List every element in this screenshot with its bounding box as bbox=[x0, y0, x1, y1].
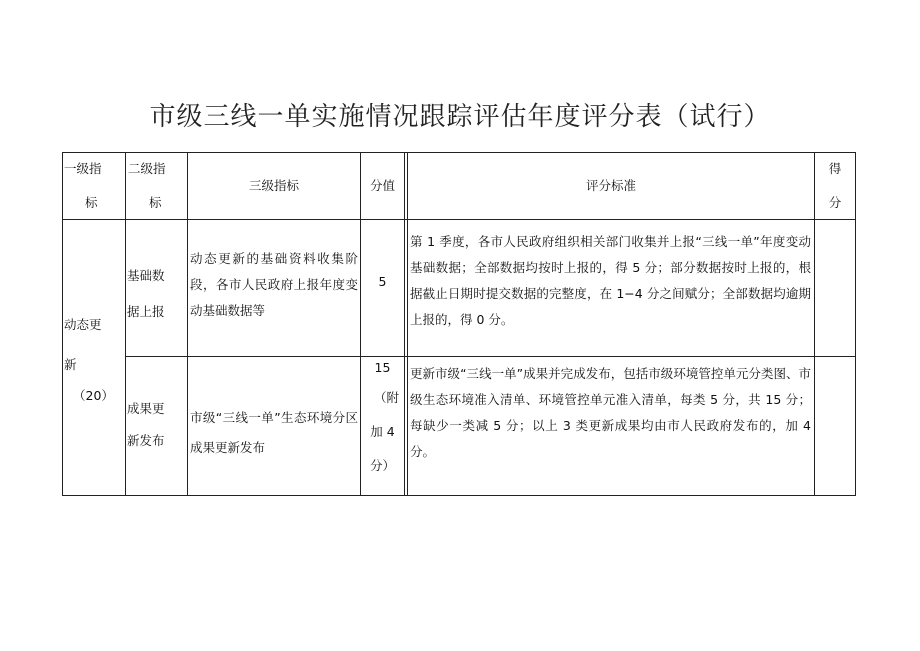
row1-level3-text: 动态更新的基础资料收集阶段，各市人民政府上报年度变动基础数据等 bbox=[190, 251, 358, 318]
header-result-line2: 分 bbox=[828, 195, 842, 210]
table-row-2-level3 bbox=[188, 357, 360, 495]
row1-score-value: 5 bbox=[378, 274, 387, 289]
header-score-label: 分值 bbox=[369, 178, 395, 193]
header-score bbox=[361, 153, 404, 219]
header-criteria bbox=[408, 153, 814, 219]
level1-line1: 动态更 bbox=[64, 317, 102, 332]
table-row-2-score bbox=[361, 357, 404, 495]
header-level1 bbox=[63, 153, 125, 219]
row2-level2-line2: 新发布 bbox=[127, 433, 165, 448]
header-level1-line2: 标 bbox=[85, 195, 98, 210]
row1-level2-line2: 据上报 bbox=[127, 304, 165, 319]
level1-cell bbox=[63, 220, 125, 495]
table-row-2-criteria bbox=[408, 357, 814, 495]
row2-level2-line1: 成果更 bbox=[127, 401, 165, 416]
table-row-1-level2 bbox=[126, 220, 187, 356]
score-table bbox=[62, 152, 856, 496]
table-row-1-criteria bbox=[408, 220, 814, 356]
row2-score-line4: 分） bbox=[369, 458, 395, 473]
row2-score-line2: （附 bbox=[373, 390, 399, 405]
row1-criteria-text: 第 1 季度，各市人民政府组织相关部门收集并上报“三线一单”年度变动基础数据；全部数据均按时上报的，得 5 分；部分数据按时上报的，根据截止日期时提交数据的完整度，在 1−4 分之间赋分；全部数据均逾期上报的，得 0 分。 bbox=[410, 234, 811, 327]
row1-level2-line1: 基础数 bbox=[127, 268, 165, 283]
level1-line3: （20） bbox=[73, 388, 114, 403]
header-level2-line2: 标 bbox=[149, 195, 162, 210]
row2-criteria-text: 更新市级“三线一单”成果并完成发布，包括市级环境管控单元分类图、市级生态环境准入清单、环境管控单元准入清单，每类 5 分，共 15 分；每缺少一类减 5 分；以上 3 类更新成果均由市人民政府发布的，加 4 分。 bbox=[410, 366, 811, 459]
table-border-bottom bbox=[62, 495, 856, 496]
header-result bbox=[815, 153, 855, 219]
row2-score-line3: 加 4 bbox=[370, 424, 395, 439]
table-row-1-level3 bbox=[188, 220, 360, 356]
table-row-1-score bbox=[361, 220, 404, 356]
table-border-right bbox=[855, 152, 856, 496]
header-level2 bbox=[126, 153, 187, 219]
header-criteria-label: 评分标准 bbox=[585, 178, 636, 193]
level1-line2: 新 bbox=[64, 357, 77, 372]
table-row-2-result bbox=[815, 357, 855, 495]
header-level3 bbox=[188, 153, 360, 219]
table-row-2-level2 bbox=[126, 357, 187, 495]
header-level2-line1: 二级指 bbox=[128, 161, 166, 176]
row2-level3-text: 市级“三线一单”生态环境分区成果更新发布 bbox=[190, 410, 358, 455]
page-title: 市级三线一单实施情况跟踪评估年度评分表（试行） bbox=[149, 102, 771, 132]
table-row-1-result bbox=[815, 220, 855, 356]
row2-score-line1: 15 bbox=[374, 360, 391, 375]
header-level3-label: 三级指标 bbox=[248, 178, 299, 193]
header-result-line1: 得 bbox=[828, 161, 842, 176]
header-level1-line1: 一级指 bbox=[64, 161, 102, 176]
col-divider-4a bbox=[404, 152, 405, 496]
